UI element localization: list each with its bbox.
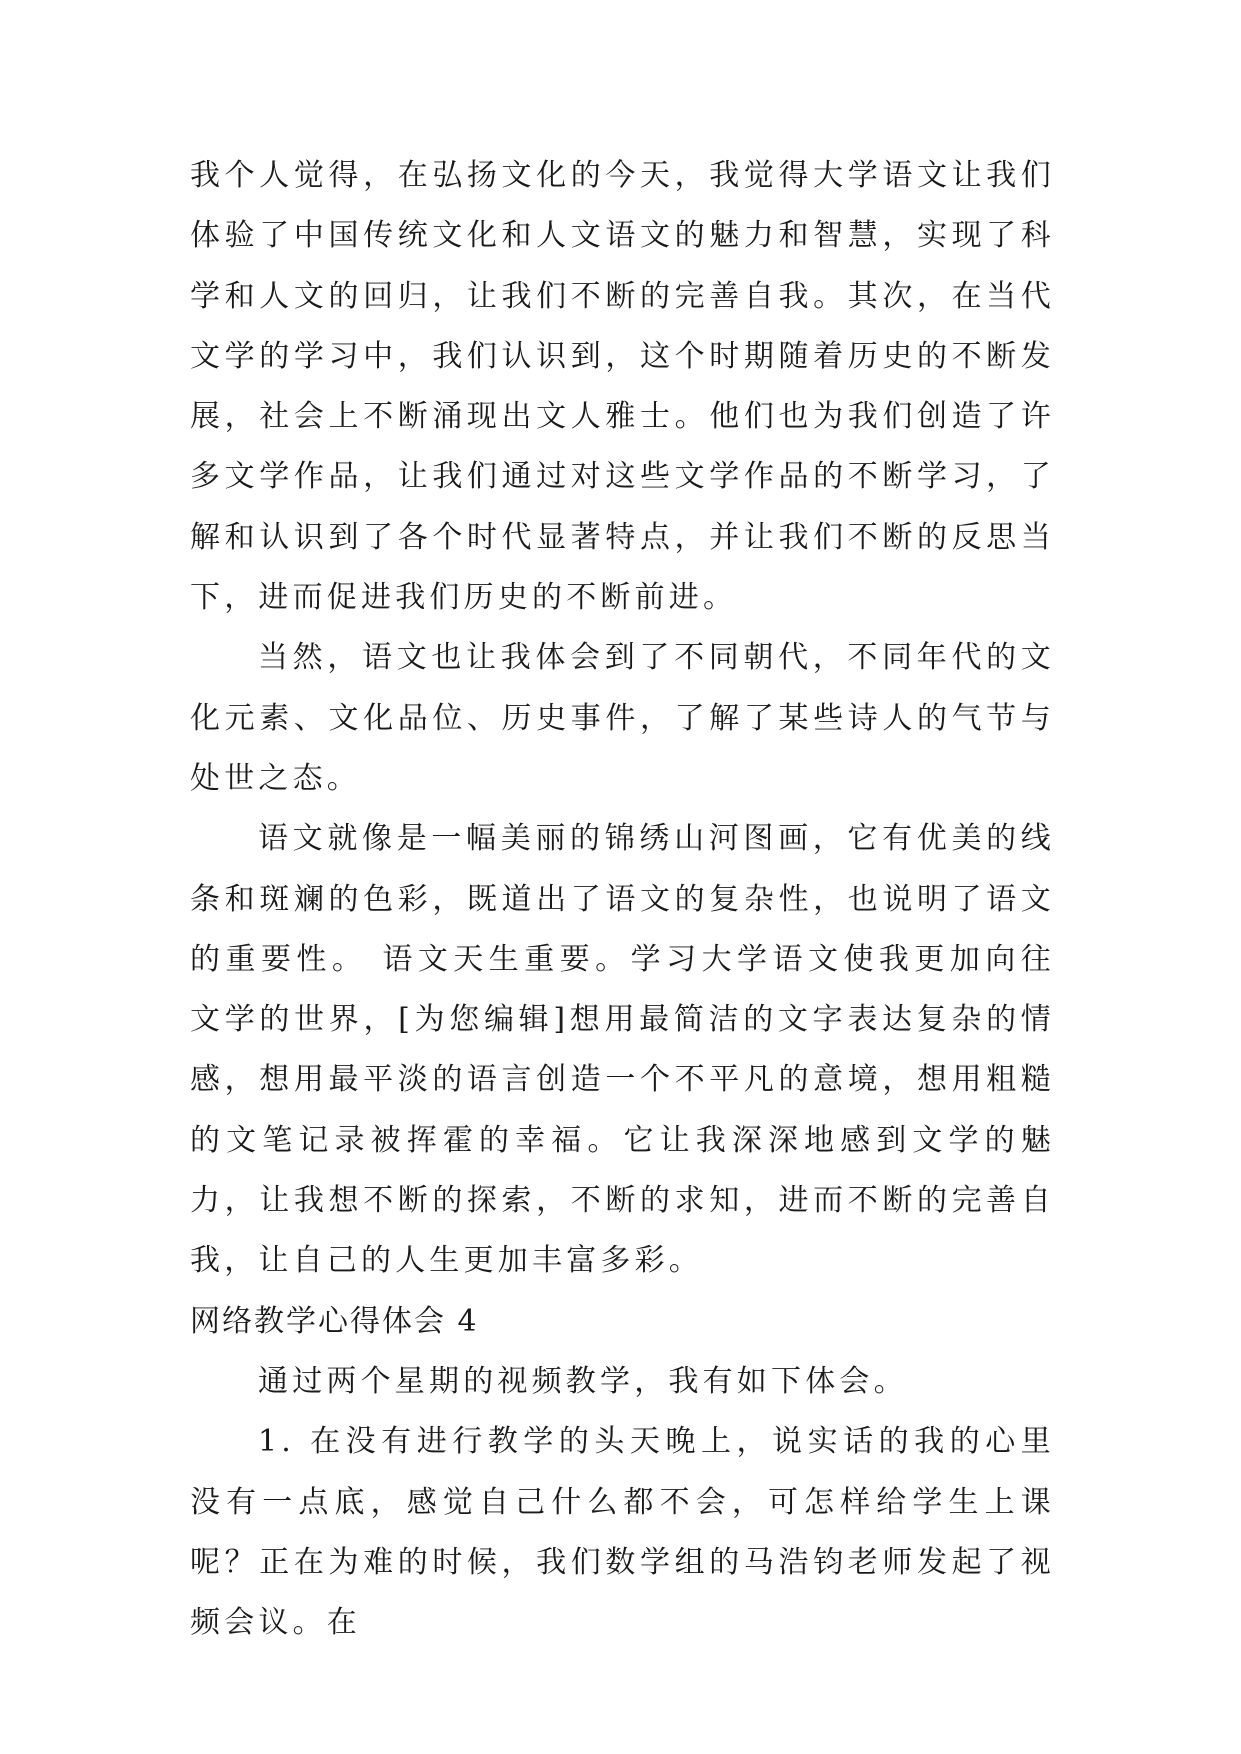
document-page [190, 146, 1055, 1653]
paragraph: 当然，语文也让我体会到了不同朝代，不同年代的文化元素、文化品位、历史事件，了解了某些诗人的气节与处世之态。 [190, 640, 1055, 796]
paragraph: 语文就像是一幅美丽的锦绣山河图画，它有优美的线条和斑斓的色彩，既道出了语文的复杂性，也说明了语文的重要性。 语文天生重要。学习大学语文使我更加向往文学的世界，[为您编辑]想用最简洁的文字表达复杂的情感，想用最平淡的语言创造一个不平凡的意境，想用粗糙的文笔记录被挥霍的幸福。它让我深深地感到文学的魅力，让我想不断的探索，不断的求知，进而不断的完善自我，让自己的人生更加丰富多彩。 [190, 821, 1055, 1279]
paragraph-continued: 我个人觉得，在弘扬文化的今天，我觉得大学语文让我们体验了中国传统文化和人文语文的魅力和智慧，实现了科学和人文的回归，让我们不断的完善自我。其次，在当代文学的学习中，我们认识到，这个时期随着历史的不断发展，社会上不断涌现出文人雅士。他们也为我们创造了许多文学作品，让我们通过对这些文学作品的不断学习，了解和认识到了各个时代显著特点，并让我们不断的反思当下，进而促进我们历史的不断前进。 [190, 158, 1055, 616]
paragraph: 通过两个星期的视频教学，我有如下体会。 [258, 1363, 908, 1399]
section-heading: 网络教学心得体会 4 [190, 1303, 479, 1339]
paragraph: 1. 在没有进行教学的头天晚上，说实话的我的心里没有一点底，感觉自己什么都不会，可怎样给学生上课呢？正在为难的时候，我们数学组的马浩钧老师发起了视频会议。在 [190, 1424, 1055, 1641]
